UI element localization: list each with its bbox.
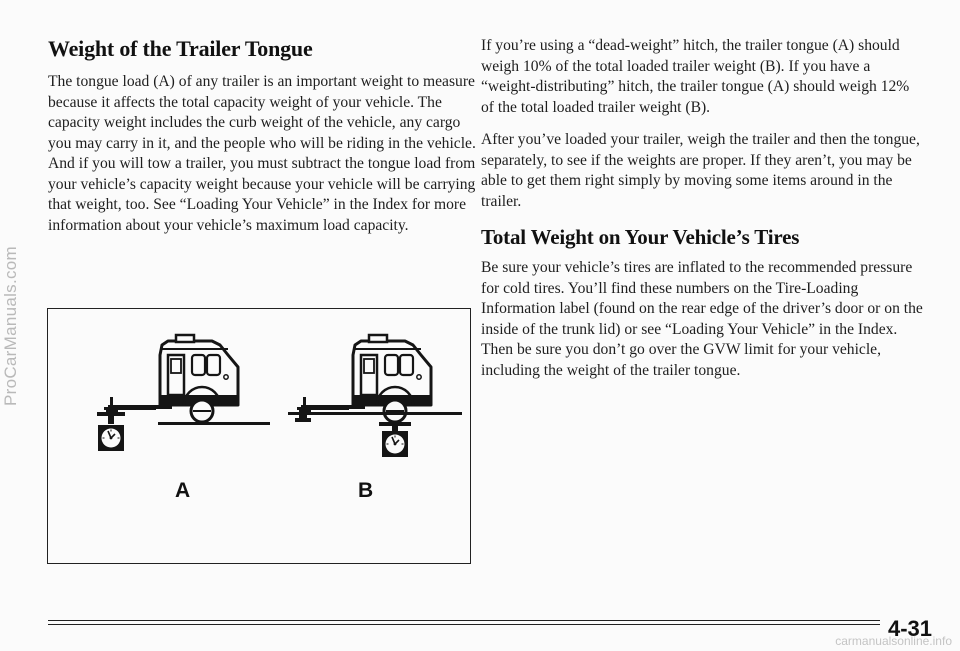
- figure-label-a: A: [175, 479, 191, 502]
- section-heading-trailer-tongue: Weight of the Trailer Tongue: [48, 36, 313, 61]
- figure-label-b: B: [358, 479, 374, 502]
- tire-pressure-paragraph: Be sure your vehicle’s tires are inflated to the recommended pressure for cold tires. You’ll find these numbers on the Tire-Loading Information label (found on the rear edge of the driver’s door or on the inside of the trunk lid) or see “Loading Your Vehicle” in the Index. Then be sure you don’t go over the GVW limit for your vehicle, including the weight of the trailer tongue.: [481, 259, 923, 379]
- side-watermark: [0, 0, 25, 651]
- trailer-weighing-figure: [47, 308, 471, 564]
- scale-b: [382, 431, 408, 457]
- footer-watermark: carmanualsonline.info: [835, 634, 952, 648]
- tongue-load-paragraph: The tongue load (A) of any trailer is an important weight to measure because it affects the total capacity weight of your vehicle. The capacity weight includes the curb weight of the vehicle, any cargo you may carry in it, and the people who will be riding in the vehicle. And if you will tow a trailer, you must subtract the tongue load from your vehicle’s capacity weight because your vehicle will be carrying that weight, too. See “Loading Your Vehicle” in the Index for more information about your vehicle’s maximum load capacity.: [48, 73, 476, 234]
- hitch-weight-paragraph: If you’re using a “dead-weight” hitch, the trailer tongue (A) should weigh 10% of the total loaded trailer weight (B). If you have a “weight-distributing” hitch, the trailer tongue (A) should weigh 12% of the total loaded trailer weight (B).: [481, 37, 910, 116]
- footer-rule-top: [48, 620, 880, 621]
- trailer-b: [288, 335, 462, 457]
- left-column: [48, 36, 476, 236]
- right-column: [481, 36, 926, 381]
- footer-rule-bottom: [48, 624, 880, 625]
- section-heading-total-weight: Total Weight on Your Vehicle’s Tires: [481, 225, 800, 249]
- page-number: 4-31: [887, 616, 932, 641]
- side-watermark-text: ProCarManuals.com: [1, 245, 21, 406]
- trailer-a: [97, 335, 270, 451]
- scale-a: [98, 425, 124, 451]
- trailer-weighing-illustration: [48, 309, 469, 562]
- weigh-trailer-paragraph: After you’ve loaded your trailer, weigh the trailer and then the tongue, separately, to see if the weights are proper. If they aren’t, you may be able to get them right simply by moving some items around in the trailer.: [481, 131, 920, 210]
